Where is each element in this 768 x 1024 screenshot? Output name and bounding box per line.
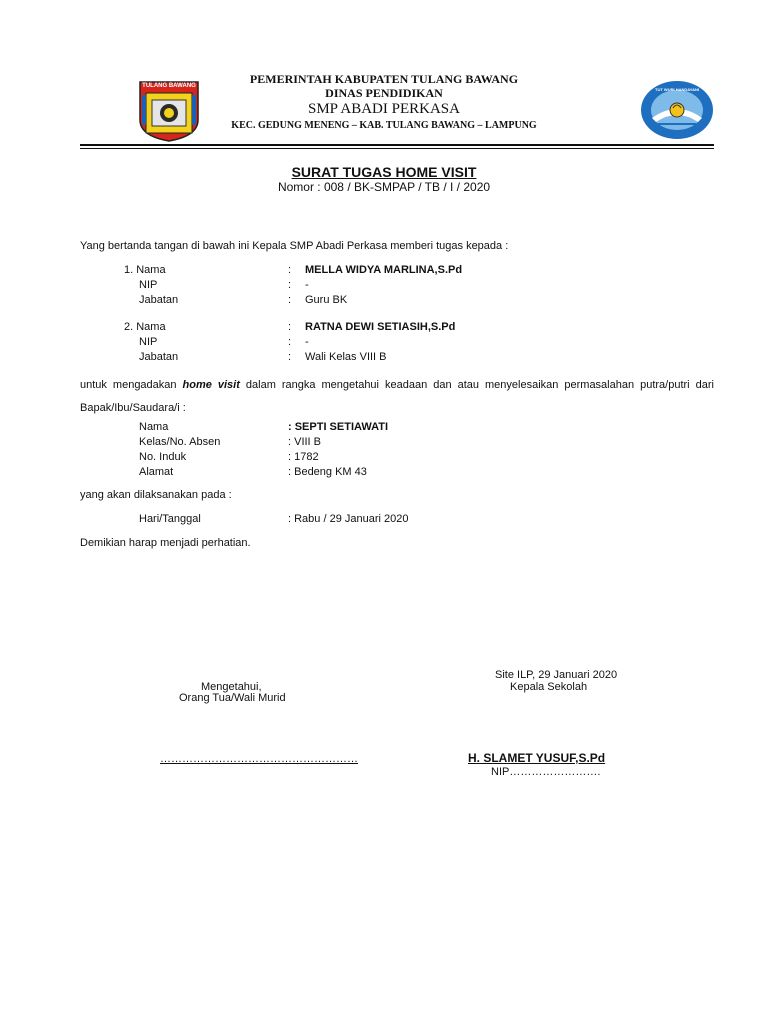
document-title [0,164,768,180]
purpose-paragraph [80,374,714,420]
header-government: PEMERINTAH KABUPATEN TULANG BAWANG [249,72,519,86]
header-department: DINAS PENDIDIKAN [325,86,443,100]
head-title: Kepala Sekolah [510,681,588,693]
acknowledge-label: Mengetahui, [201,681,262,693]
student-name-label: Nama [139,421,169,433]
place-date: Site ILP, 29 Januari 2020 [495,669,618,681]
paragraph-after: dalam rangka mengetahui keadaan dan atau menyelesaikan permasalahan putra/putri dari Bapak/Ibu/Saudara/i : [80,379,714,414]
colon: : [288,351,292,363]
document-number: Nomor : 008 / BK-SMPAP / TB / I / 2020 [277,180,491,194]
colon: : [288,321,292,333]
schedule-intro: yang akan dilaksanakan pada : [80,489,232,501]
student-address-label: Alamat [139,466,174,478]
colon: : [288,294,292,306]
closing-text: Demikian harap menjadi perhatian. [80,537,251,549]
header-rule-thick [80,144,714,146]
head-nip: NIP……………………. [491,766,601,778]
right-logo-caption: TUT WURI HANDAYANI [655,87,699,92]
title-text: SURAT TUGAS HOME VISIT [291,164,477,180]
head-name: H. SLAMET YUSUF,S.Pd [468,751,606,765]
guardian-label: Orang Tua/Wali Murid [179,692,286,704]
assignee-1-name: MELLA WIDYA MARLINA,S.Pd [305,264,463,276]
header-rule-thin [80,148,714,149]
colon: : [288,336,292,348]
colon: : [288,279,292,291]
assignee-1-jabatan-label: Jabatan [139,294,179,306]
student-class: : VIII B [288,436,322,448]
header-school-name: SMP ABADI PERKASA [308,101,460,117]
header-address: KEC. GEDUNG MENENG – KAB. TULANG BAWANG – LAMPUNG [231,120,537,131]
student-class-label: Kelas/No. Absen [139,436,221,448]
guardian-signature-line: ……………………………………………… [160,753,358,765]
assignee-2-jabatan: Wali Kelas VIII B [305,351,387,363]
student-address: : Bedeng KM 43 [288,466,367,478]
student-induk: : 1782 [288,451,319,463]
assignee-2-jabatan-label: Jabatan [139,351,179,363]
student-induk-label: No. Induk [139,451,187,463]
left-logo-caption: TULANG BAWANG [142,83,196,89]
assignee-1-name-label: 1. Nama [124,264,166,276]
assignee-2-name-label: 2. Nama [124,321,166,333]
paragraph-before: untuk mengadakan [80,379,183,391]
schedule-date-label: Hari/Tanggal [139,513,201,525]
assignee-1-nip: - [305,279,309,291]
assignee-1-nip-label: NIP [139,279,158,291]
assignee-2-name: RATNA DEWI SETIASIH,S.Pd [305,321,456,333]
assignee-2-nip: - [305,336,309,348]
student-name: : SEPTI SETIAWATI [288,421,389,433]
paragraph-emphasis: home visit [182,379,240,391]
schedule-date-value: : Rabu / 29 Januari 2020 [288,513,409,525]
assignee-1-jabatan: Guru BK [305,294,348,306]
intro-text: Yang bertanda tangan di bawah ini Kepala SMP Abadi Perkasa memberi tugas kepada : [80,240,509,252]
assignee-2-nip-label: NIP [139,336,158,348]
colon: : [288,264,292,276]
